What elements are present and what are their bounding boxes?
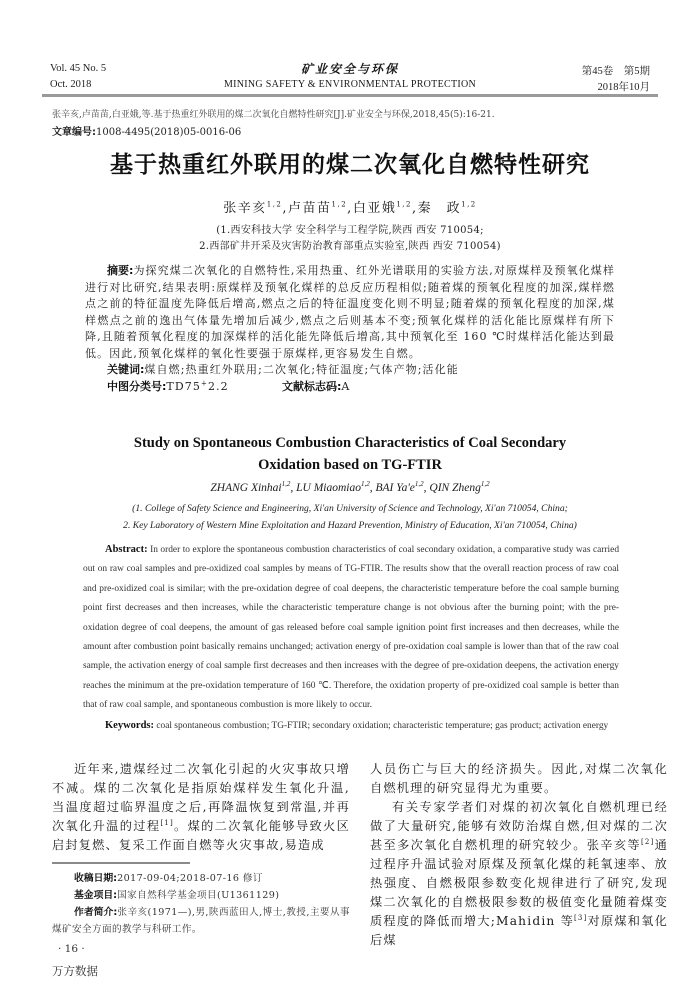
body-column-right bbox=[370, 760, 668, 950]
abstract-en-label: Abstract: bbox=[105, 544, 148, 555]
author-en: BAI Ya'e bbox=[375, 482, 415, 494]
paragraph-text: 对原煤和氧化后煤 bbox=[370, 914, 669, 947]
abstract-cn-section bbox=[85, 263, 615, 395]
title-en bbox=[0, 432, 700, 476]
footnote-text: 张辛亥(1971—),男,陕西蓝田人,博士,教授,主要从事煤矿安全方面的教学与科研工作。 bbox=[52, 906, 351, 935]
keywords-en-label: Keywords: bbox=[105, 719, 154, 731]
keywords-en-text: coal spontaneous combustion; TG-FTIR; secondary oxidation; characteristic temperature; gas product; activation energy bbox=[156, 720, 609, 731]
doc-code-value: A bbox=[341, 379, 351, 393]
author-en-sup: 1,2 bbox=[414, 480, 424, 489]
keywords-en bbox=[83, 716, 619, 736]
date-cn: 2018年10月 bbox=[597, 82, 650, 93]
affiliation-en-1: (1. College of Safety Science and Engineering, Xi'an University of Science and Technology, Xi'an 710054, China; bbox=[132, 503, 568, 514]
paragraph: 人员伤亡与巨大的经济损失。因此,对煤二次氧化自燃机理的研究显得尤为重要。 bbox=[370, 762, 668, 795]
clc-label: 中图分类号: bbox=[107, 379, 167, 393]
journal-title-en: MINING SAFETY & ENVIRONMENTAL PROTECTION bbox=[223, 79, 477, 90]
author-en-sup: 1,2 bbox=[361, 480, 370, 489]
keywords-cn-label: 关键词: bbox=[107, 363, 145, 376]
article-number bbox=[52, 126, 241, 139]
clc-sup: + bbox=[200, 378, 208, 387]
date-en: Oct. 2018 bbox=[50, 79, 92, 90]
abstract-cn-label: 摘要: bbox=[107, 264, 134, 277]
abstract-cn-text: 为探究煤二次氧化的自燃特性,采用热重、红外光谱联用的实验方法,对原煤样及预氧化煤样进行对比研究,结果表明:原煤样及预氧化煤样的总反应历程相似;随着煤的预氧化程度的加深,煤样燃点之前的特征温度先降低后增高,燃点之后的特征温度变化则不明显;随着煤的预氧化程度的加深,煤样燃点之前的逸出气体量先增加后减少,燃点之后则基本不变;预氧化煤样的活化能比原煤样有所下降,且随着预氧化程度的加深煤样的活化能先降低后增高,其中预氧化至 160 ℃时煤样活化能达到最低。因此,预氧化煤样的氧化性要强于原煤样,更容易发生自燃。 bbox=[85, 264, 616, 360]
footnote-label: 基金项目: bbox=[74, 889, 118, 901]
article-number-value: 1008-4495(2018)05-0016-06 bbox=[96, 127, 242, 138]
paragraph-text: 近年来,遗煤经过二次氧化引起的火灾事故只增不减。煤的二次氧化是指原始煤样发生氧化升温,当温度超过临界温度之后,再降温恢复到常温,并再次氧化升温的过程 bbox=[52, 762, 350, 833]
paragraph-text: 。煤的二次氧化能够导致火区启封复燃、复采工作面自燃等火灾事故,易造成 bbox=[52, 819, 350, 852]
volume-en: Vol. 45 No. 5 bbox=[50, 63, 107, 74]
citation: 张辛亥,卢苗苗,白亚娥,等.基于热重红外联用的煤二次氧化自燃特性研究[J].矿业安全与环保,2018,45(5):16-21. bbox=[52, 110, 495, 120]
footnotes bbox=[52, 870, 350, 938]
body-column-left bbox=[52, 760, 350, 979]
footnote-fund bbox=[52, 887, 350, 904]
reference-1[interactable]: [1] bbox=[160, 818, 174, 827]
affiliation-cn-1: (1.西安科技大学 安全科学与工程学院,陕西 西安 710054; bbox=[216, 225, 484, 236]
abstract-en-text: In order to explore the spontaneous combustion characteristics of coal secondary oxidation, a comparative study was carried out on raw coal samples and pre-oxidized coal samples by means of TG-FTIR. The results show that the overall reaction process of raw coal and pre-oxidized coal is similar; with the pre-oxidation degree of coal deepens, the characteristic temperature before the coal sample burning point first decreases and then increases, while the characteristic temperature change is not obvious after the burning point; with the pre-oxidation degree of coal deepens, the amount of gas released before coal sample ignition point first increases and then decreases, while the amount after combustion point basically remains unchanged; activation energy of pre-oxidation coal sample is lower than that of the raw coal sample, the activation energy of coal sample first decreases and then increases with the degree of pre-oxidation deepens, the activation energy reaches the minimum at the pre-oxidation temperature of 160 ℃. Therefore, the oxidation property of pre-oxidized coal sample is better than that of raw coal sample, and spontaneous combustion is more likely to occur. bbox=[83, 545, 620, 711]
author: 卢苗苗 bbox=[288, 201, 332, 216]
classification bbox=[85, 379, 615, 396]
page-number: · 16 · bbox=[58, 942, 85, 955]
footnote-label: 收稿日期: bbox=[74, 872, 118, 884]
footnote-received bbox=[52, 870, 350, 887]
clc-tail: 2.2 bbox=[207, 379, 229, 393]
author-en: ZHANG Xinhai bbox=[210, 482, 282, 494]
paragraph bbox=[52, 760, 350, 855]
author-sup: 1,2 bbox=[396, 200, 412, 209]
article-number-label: 文章编号: bbox=[52, 127, 96, 138]
author-en-sup: 1,2 bbox=[281, 480, 291, 489]
keywords-cn-text: 煤自燃;热重红外联用;二次氧化;特征温度;气体产物;活化能 bbox=[144, 363, 459, 376]
journal-title-cn: 矿业安全与环保 bbox=[300, 62, 399, 76]
affiliation-en-2: 2. Key Laboratory of Western Mine Exploitation and Hazard Prevention, Ministry of Education, Xi'an 710054, China) bbox=[123, 520, 577, 531]
author-sup: 1,2 bbox=[331, 200, 348, 209]
abstract-en-section bbox=[83, 540, 619, 736]
title-cn: 基于热重红外联用的煤二次氧化自燃特性研究 bbox=[110, 152, 590, 178]
footnote-divider bbox=[52, 862, 190, 864]
doc-code-label: 文献标志码: bbox=[281, 379, 342, 393]
author: 张辛亥 bbox=[223, 201, 267, 216]
footnote-author bbox=[52, 904, 350, 938]
author-en: LU Miaomiao bbox=[296, 482, 361, 494]
author-en-sup: 1,2 bbox=[480, 480, 490, 489]
author: 白亚娥 bbox=[352, 201, 397, 216]
footnote-text: 2017-09-04;2018-07-16 修订 bbox=[117, 872, 263, 884]
authors-cn: 张辛亥$^{1,2}$,卢苗苗$^{1,2}$,白亚娥$^{1,2}$,秦 政$^{1,2}$ bbox=[223, 200, 477, 216]
title-en-line2: Oxidation based on TG-FTIR bbox=[258, 457, 442, 473]
authors-en: ZHANG Xinhai$^{1,2}$, LU Miaomiao$^{1,2}$, BAI $Ya'e^{1,2}$, QIN Zheng$^{1,2}$ bbox=[210, 480, 490, 494]
volume-cn: 第45卷 第5期 bbox=[581, 66, 650, 77]
reference-3[interactable]: [3] bbox=[574, 913, 588, 922]
author-en: QIN Zheng bbox=[429, 482, 481, 494]
paragraph bbox=[370, 798, 668, 950]
keywords-cn bbox=[85, 362, 615, 379]
affiliation-cn-2: 2.西部矿井开采及灾害防治教育部重点实验室,陕西 西安 710054) bbox=[199, 241, 501, 252]
paragraph-text: 有关专家学者们对煤的初次氧化自燃机理已经做了大量研究,能够有效防治煤自燃,但对煤的二次甚至多次氧化自燃机理的研究较少。张辛亥等 bbox=[370, 800, 668, 852]
reference-2[interactable]: [2] bbox=[640, 837, 655, 846]
footnote-text: 国家自然科学基金项目(U1361129) bbox=[117, 889, 280, 901]
abstract-cn bbox=[85, 263, 615, 362]
clc-value: TD75 bbox=[166, 379, 201, 393]
title-en-line1: Study on Spontaneous Combustion Characteristics of Coal Secondary bbox=[133, 435, 567, 451]
footnote-label: 作者简介: bbox=[74, 906, 118, 918]
watermark: 万方数据 bbox=[52, 963, 98, 978]
author: 秦 政 bbox=[417, 201, 462, 216]
paragraph-text: 通过程序升温试验对原煤及预氧化煤的耗氧速率、放热强度、自燃极限参数变化规律进行了研究,发现煤二次氧化的自燃极限参数的极值变化量随着煤变质程度的降低而增大;Mahidin 等 bbox=[370, 838, 668, 928]
author-sup: 1,2 bbox=[266, 200, 283, 209]
author-sup: 1,2 bbox=[461, 200, 477, 209]
abstract-en bbox=[83, 540, 619, 716]
header-divider bbox=[42, 94, 658, 97]
